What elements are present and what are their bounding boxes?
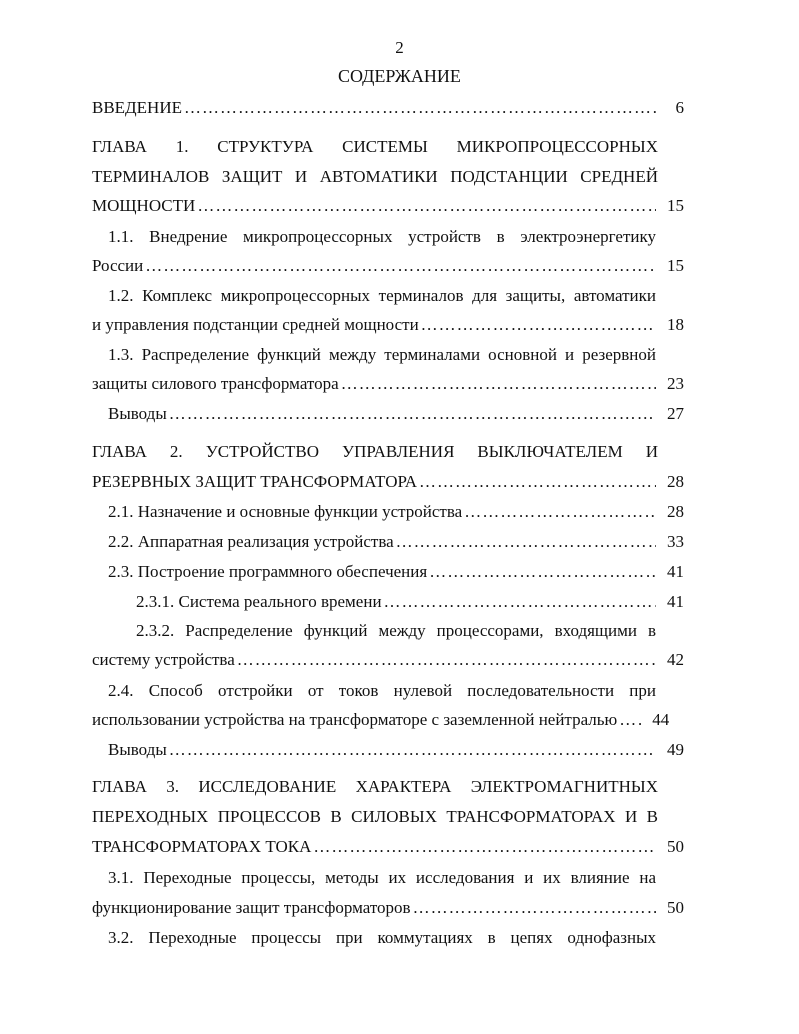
toc-chapter-1-line-1: ГЛАВА 1. СТРУКТУРА СИСТЕМЫ МИКРОПРОЦЕССОРНЫХ (92, 137, 658, 156)
toc-section-3-1-last-line (92, 896, 684, 920)
leader-dots (145, 254, 656, 278)
toc-section-1-1-last-line (92, 254, 684, 278)
leader-dots (341, 372, 656, 396)
toc-page-number: 28 (667, 502, 684, 521)
toc-section-2-2 (108, 530, 684, 554)
toc-section-2-3-2-line-1: 2.3.2. Распределение функций между процессорами, входящими в (136, 621, 656, 640)
toc-entry-text: и управления подстанции средней мощности (92, 315, 419, 334)
toc-chapter-1-line-2: ТЕРМИНАЛОВ ЗАЩИТ И АВТОМАТИКИ ПОДСТАНЦИИ СРЕДНЕЙ (92, 167, 658, 186)
toc-page-number: 44 (652, 710, 670, 729)
leader-dots (169, 402, 656, 426)
toc-entry-text: функционирование защит трансформаторов (92, 898, 411, 917)
toc-chapter-3-line-2: ПЕРЕХОДНЫХ ПРОЦЕССОВ В СИЛОВЫХ ТРАНСФОРМАТОРАХ И В (92, 807, 658, 826)
toc-chapter-3-line-1: ГЛАВА 3. ИССЛЕДОВАНИЕ ХАРАКТЕРА ЭЛЕКТРОМАГНИТНЫХ (92, 777, 658, 796)
toc-section-2-4-last-line (92, 708, 684, 732)
page-title: СОДЕРЖАНИЕ (338, 66, 461, 86)
toc-section-1-3-line-1: 1.3. Распределение функций между терминалами основной и резервной (108, 345, 656, 364)
toc-section-3-1-line-1: 3.1. Переходные процессы, методы их исследования и их влияние на (108, 868, 656, 887)
leader-dots (237, 648, 656, 672)
toc-entry-text: Выводы (108, 404, 167, 423)
toc-section-2-1 (108, 500, 684, 524)
leader-dots (396, 530, 656, 554)
toc-page-number: 41 (667, 592, 684, 611)
toc-section-2-3-2-last-line (92, 648, 684, 672)
toc-entry-text: ВВЕДЕНИЕ (92, 98, 182, 117)
toc-page-number: 42 (667, 650, 684, 669)
toc-section-1-3-last-line (92, 372, 684, 396)
toc-entry-text: использовании устройства на трансформаторе с заземленной нейтралью (92, 710, 618, 729)
toc-entry-text: 2.3. Построение программного обеспечения (108, 562, 428, 581)
toc-chapter-3-last-line (92, 835, 684, 859)
toc-section-1-2-last-line (92, 313, 684, 337)
leader-dots (464, 500, 656, 524)
toc-entry-text: России (92, 256, 144, 275)
leader-dots (419, 470, 656, 494)
toc-entry-text: 2.1. Назначение и основные функции устройства (108, 502, 463, 521)
toc-page-number: 50 (667, 837, 684, 856)
toc-page-number: 6 (675, 98, 684, 117)
leader-dots (313, 835, 656, 859)
toc-entry-text: МОЩНОСТИ (92, 196, 196, 215)
toc-entry-intro (92, 96, 684, 120)
toc-entry-text: ТРАНСФОРМАТОРАХ ТОКА (92, 837, 312, 856)
toc-section-2-4-line-1: 2.4. Способ отстройки от токов нулевой последовательности при (108, 681, 656, 700)
page-number: 2 (395, 38, 404, 57)
toc-section-2-3 (108, 560, 684, 584)
toc-entry-text: Выводы (108, 740, 167, 759)
leader-dots (169, 738, 656, 762)
toc-entry-text: 2.3.1. Система реального времени (136, 592, 382, 611)
toc-page-number: 27 (667, 404, 684, 423)
toc-chapter-1-conclusions (108, 402, 684, 426)
leader-dots (619, 708, 641, 732)
toc-section-3-2-line-1: 3.2. Переходные процессы при коммутациях в цепях однофазных (108, 928, 656, 947)
leader-dots (413, 896, 656, 920)
toc-page-number: 18 (667, 315, 684, 334)
toc-section-1-2-line-1: 1.2. Комплекс микропроцессорных терминалов для защиты, автоматики (108, 286, 656, 305)
toc-chapter-2-conclusions (108, 738, 684, 762)
toc-page-number: 15 (667, 196, 684, 215)
toc-page-number: 49 (667, 740, 684, 759)
toc-page-number: 15 (667, 256, 684, 275)
toc-chapter-2-last-line (92, 470, 684, 494)
toc-page-number: 28 (667, 472, 684, 491)
toc-entry-text: систему устройства (92, 650, 235, 669)
leader-dots (429, 560, 656, 584)
toc-section-2-3-1 (136, 590, 684, 614)
leader-dots (184, 96, 656, 120)
toc-entry-text: 2.2. Аппаратная реализация устройства (108, 532, 394, 551)
toc-entry-text: РЕЗЕРВНЫХ ЗАЩИТ ТРАНСФОРМАТОРА (92, 472, 418, 491)
toc-page-number: 33 (667, 532, 684, 551)
leader-dots (421, 313, 656, 337)
toc-chapter-2-line-1: ГЛАВА 2. УСТРОЙСТВО УПРАВЛЕНИЯ ВЫКЛЮЧАТЕЛЕМ И (92, 442, 658, 461)
toc-chapter-1-last-line (92, 194, 684, 218)
toc-page-number: 41 (667, 562, 684, 581)
toc-page-number: 50 (667, 898, 684, 917)
toc-page-number: 23 (667, 374, 684, 393)
leader-dots (197, 194, 656, 218)
toc-section-1-1-line-1: 1.1. Внедрение микропроцессорных устройств в электроэнергетику (108, 227, 656, 246)
leader-dots (384, 590, 656, 614)
toc-entry-text: защиты силового трансформатора (92, 374, 339, 393)
